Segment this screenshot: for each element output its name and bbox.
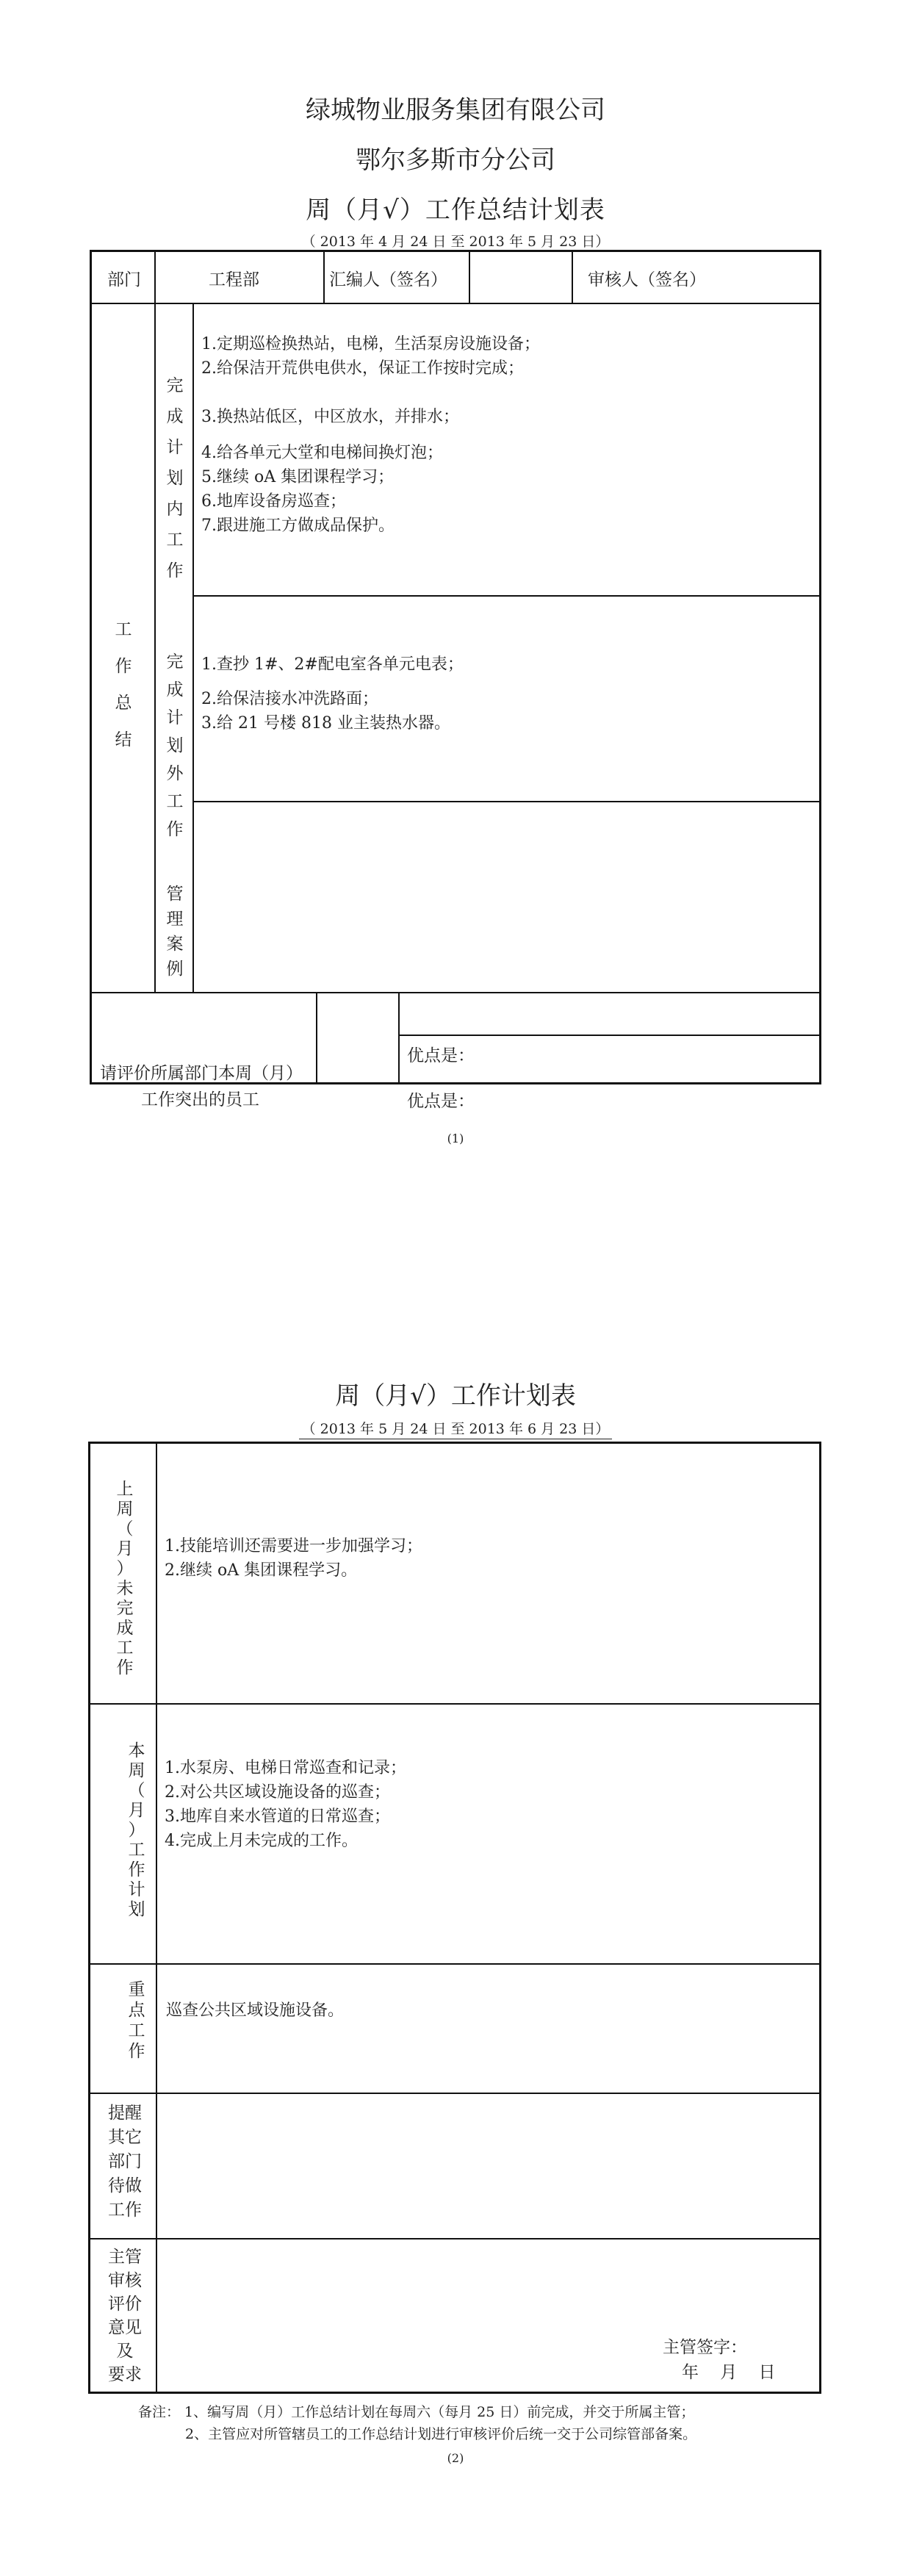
planned-work-list bbox=[201, 332, 540, 538]
unplanned-work-list bbox=[201, 652, 464, 735]
list-item: 1.技能培训还需要进一步加强学习； bbox=[165, 1537, 422, 1555]
list-item: 3.给 21 号楼 818 业主装热水器。 bbox=[201, 714, 450, 733]
company-name: 绿城物业服务集团有限公司 bbox=[306, 96, 605, 125]
note-line-1: 备注： 1、编写周（月）工作总结计划在每周六（每月 25 日）前完成，并交于所属主管； bbox=[138, 2404, 695, 2420]
evaluation-prompt: 请评价所属部门本周（月） bbox=[100, 1064, 303, 1083]
this-plan-list bbox=[165, 1756, 406, 1853]
review-label: 主管 审核 评价 意见 及 要求 bbox=[108, 2248, 142, 2384]
planned-work-label: 完 成 计 划 内 工 作 bbox=[166, 376, 184, 580]
supervisor-signature-label: 主管签字： bbox=[663, 2338, 747, 2357]
signature-date: 年 月 日 bbox=[682, 2363, 776, 2382]
list-item: 2.给保洁开荒供电供水，保证工作按时完成； bbox=[201, 359, 524, 378]
last-unfinished-label: 上 周 （ 月 ） 未 完 成 工 作 bbox=[116, 1480, 134, 1677]
plan-date-range: （ 2013 年 5 月 24 日 至 2013 年 6 月 23 日） bbox=[0, 1418, 911, 1438]
list-item: 6.地库设备房巡查； bbox=[201, 492, 346, 511]
list-item: 4.给各单元大堂和电梯间换灯泡； bbox=[201, 444, 443, 462]
list-item: 2.对公共区域设施设备的巡查； bbox=[165, 1783, 390, 1802]
summary-title: 周（月√）工作总结计划表 bbox=[306, 195, 605, 225]
list-item: 2.继续 oA 集团课程学习。 bbox=[165, 1561, 358, 1580]
work-summary-label: 工 作 总 结 bbox=[115, 620, 132, 749]
branch-name: 鄂尔多斯市分公司 bbox=[356, 145, 555, 175]
unplanned-work-label: 完 成 计 划 外 工 作 bbox=[166, 652, 184, 839]
page-number-1: (1) bbox=[447, 1132, 464, 1145]
management-cases-label: 管 理 案 例 bbox=[166, 885, 184, 979]
last-unfinished-list bbox=[165, 1534, 422, 1583]
reviewer-label: 审核人（签名） bbox=[588, 270, 706, 289]
list-item: 2.给保洁接水冲洗路面； bbox=[201, 690, 378, 708]
list-item: 1.查抄 1#、2#配电室各单元电表； bbox=[201, 655, 464, 674]
compiler-label: 汇编人（签名） bbox=[329, 270, 447, 289]
summary-date-range: （ 2013 年 4 月 24 日 至 2013 年 5 月 23 日） bbox=[0, 231, 911, 251]
plan-table bbox=[88, 1442, 821, 2394]
plan-title: 周（月√）工作计划表 bbox=[335, 1381, 576, 1411]
evaluation-prompt-line2: 工作突出的员工 bbox=[141, 1090, 259, 1109]
page-number-2: (2) bbox=[447, 2451, 464, 2465]
key-work-label: 重 点 工 作 bbox=[128, 1980, 145, 2061]
merit-label-2: 优点是： bbox=[407, 1092, 475, 1111]
remind-label: 提醒 其它 部门 待做 工作 bbox=[108, 2104, 142, 2220]
dept-value: 工程部 bbox=[209, 270, 259, 289]
list-item: 1.定期巡检换热站，电梯，生活泵房设施设备； bbox=[201, 335, 540, 353]
list-item: 3.地库自来水管道的日常巡查； bbox=[165, 1807, 390, 1826]
list-item: 3.换热站低区，中区放水，并排水； bbox=[201, 408, 459, 426]
list-item: 5.继续 oA 集团课程学习； bbox=[201, 468, 395, 486]
merit-label-1: 优点是： bbox=[407, 1046, 475, 1065]
dept-label: 部门 bbox=[107, 270, 141, 289]
this-plan-label: 本 周 （ 月 ） 工 作 计 划 bbox=[128, 1741, 145, 1919]
list-item: 4.完成上月未完成的工作。 bbox=[165, 1832, 358, 1850]
key-work-text: 巡查公共区域设施设备。 bbox=[166, 2001, 345, 2020]
list-item: 7.跟进施工方做成品保护。 bbox=[201, 517, 395, 535]
note-line-2: 2、主管应对所管辖员工的工作总结计划进行审核评价后统一交于公司综管部备案。 bbox=[185, 2426, 697, 2442]
list-item: 1.水泵房、电梯日常巡查和记录； bbox=[165, 1759, 406, 1777]
